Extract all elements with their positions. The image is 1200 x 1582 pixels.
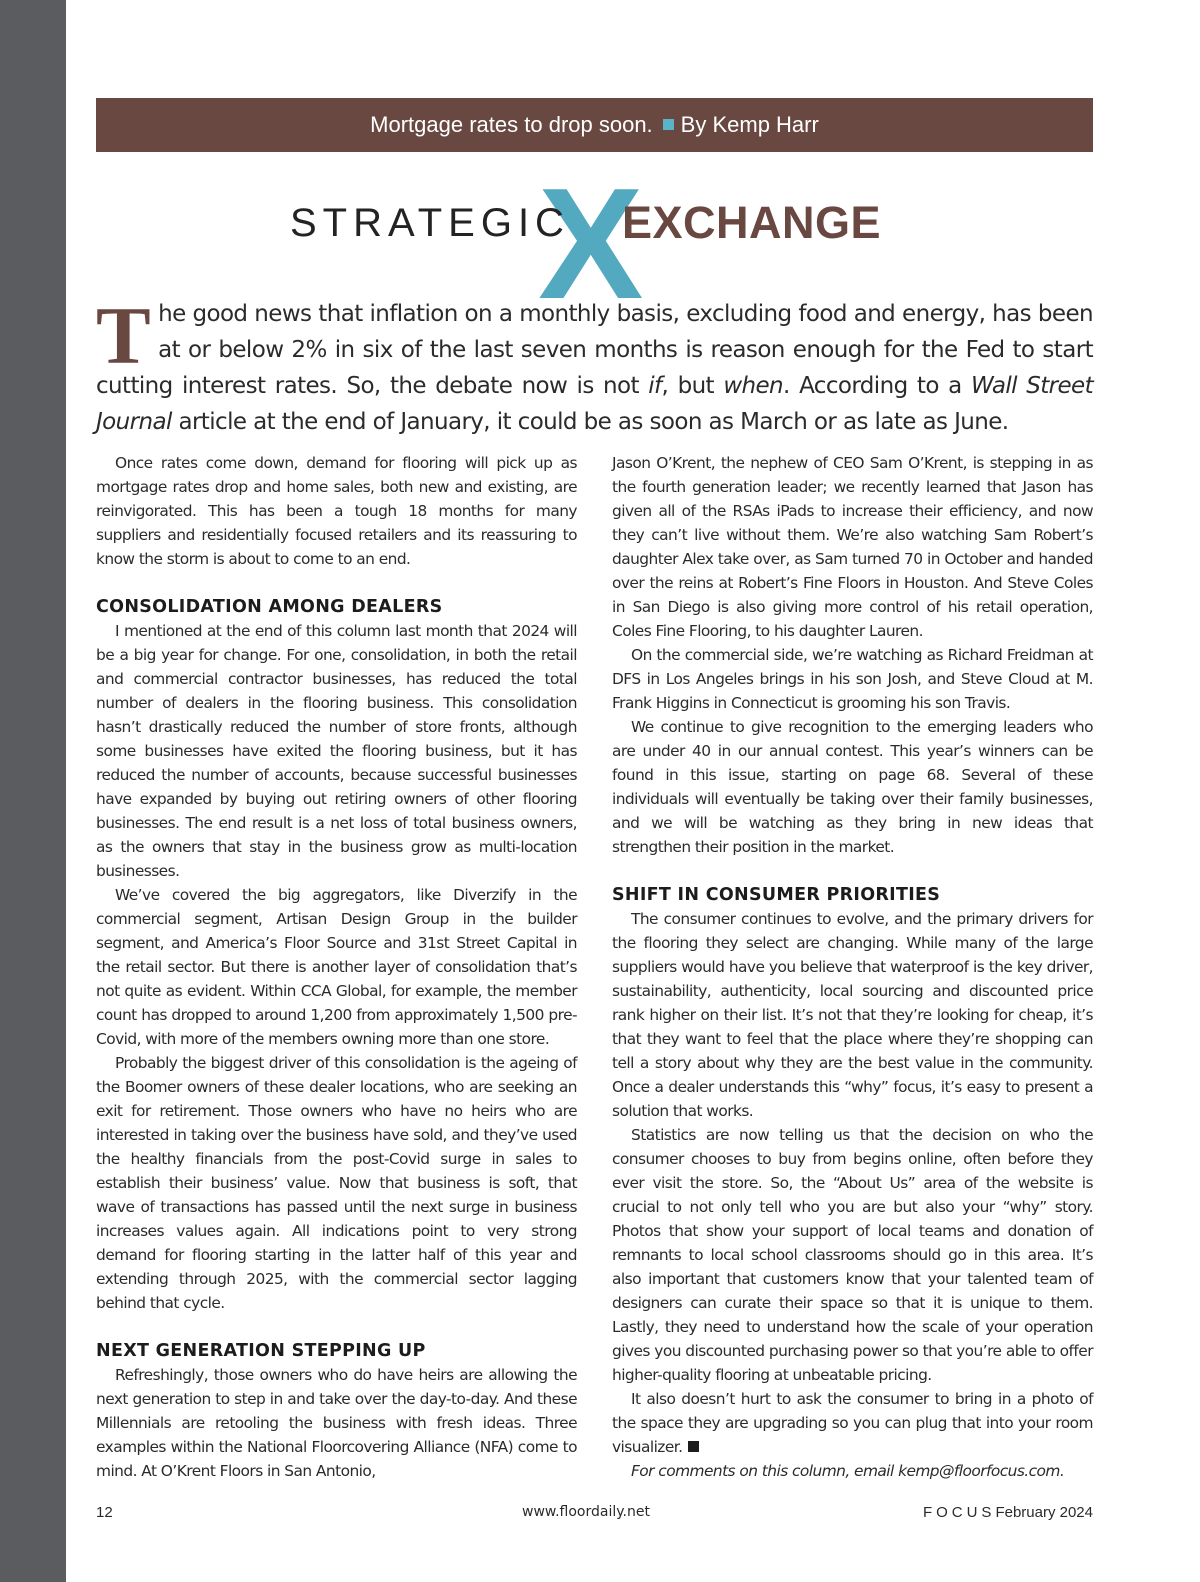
body-paragraph: On the commercial side, we’re watching as Richard Freidman at DFS in Los Angeles brings in his son Josh, and Steve Cloud at M. Frank Higgins in Connecticut is grooming his son Travis. — [612, 646, 1093, 712]
magazine-name: FOCUS — [922, 1504, 996, 1521]
body-paragraph: Refreshingly, those owners who do have heirs are allowing the next generation to step in and take over the day-to-day. And these Millennials are retooling the business with fresh ideas. Three examples within the National Floorcovering Alliance (NFA) come to mind. At O’Krent Floors in San Antonio, — [96, 1366, 577, 1480]
section-heading: SHIFT IN CONSUMER PRIORITIES — [612, 885, 941, 905]
issue-date: February 2024 — [995, 1504, 1093, 1521]
right-column — [612, 451, 1093, 1483]
logo-word-strategic: STRATEGIC — [290, 201, 570, 245]
square-bullet-icon — [663, 119, 674, 130]
body-paragraph: Once rates come down, demand for flooring will pick up as mortgage rates drop and home sales, both new and existing, are reinvigorated. This has been a tough 18 months for many suppliers and residentially focused retailers and its reassuring to know the storm is about to come to an end. — [96, 454, 577, 568]
closing-paragraph — [612, 1387, 1093, 1459]
lead-text: article at the end of January, it could be as soon as March or as late as June. — [171, 409, 1009, 435]
footer-issue — [923, 1504, 1093, 1521]
section-heading: CONSOLIDATION AMONG DEALERS — [96, 597, 443, 617]
closing-text: It also doesn’t hurt to ask the consumer to bring in a photo of the space they are upgrading so you can plug that into your room visualizer. — [612, 1390, 1093, 1456]
lead-emphasis: when — [723, 373, 784, 399]
page-number: 12 — [96, 1504, 113, 1521]
section-heading: NEXT GENERATION STEPPING UP — [96, 1341, 426, 1361]
column-logo — [0, 156, 1200, 332]
body-paragraph: I mentioned at the end of this column last month that 2024 will be a big year for change. For one, consolidation, in both the retail and commercial contractor businesses, has reduced the total number of dealers in the flooring business. This consolidation hasn’t drastically reduced the number of store fronts, although some businesses have exited the flooring business, but it has reduced the number of accounts, because successful businesses have expanded by buying out retiring owners of other flooring businesses. The end result is a net loss of total business owners, as the owners that stay in the business grow as multi-location businesses. — [96, 622, 577, 880]
logo-x: X — [538, 156, 644, 332]
headline-banner — [96, 98, 1093, 152]
lead-text: he good news that inflation on a monthly basis, excluding food and energy, has been at or below 2% in six of the last seven months is reason enough for the Fed to start cutting interest rates. So, the debate now is not — [96, 301, 1093, 399]
body-paragraph: Jason O’Krent, the nephew of CEO Sam O’Krent, is stepping in as the fourth generation leader; we recently learned that Jason has given all of the RSAs iPads to increase their efficiency, and now they can’t live without them. We’re also watching Sam Robert’s daughter Alex take over, as Sam turned 70 in October and handed over the reins at Robert’s Fine Floors in Houston. And Steve Coles in San Diego is also giving more control of his retail operation, Coles Fine Flooring, to his daughter Lauren. — [612, 454, 1093, 640]
footer-website: www.floordaily.net — [522, 1504, 650, 1520]
body-paragraph: We continue to give recognition to the emerging leaders who are under 40 in our annual contest. This year’s winners can be found in this issue, starting on page 68. Several of these individuals will eventually be taking over their family businesses, and we will be watching as they bring in new ideas that strengthen their position in the market. — [612, 718, 1093, 856]
banner-byline: By Kemp Harr — [680, 112, 819, 137]
banner-headline: Mortgage rates to drop soon. — [370, 112, 653, 137]
lead-paragraph — [96, 290, 1094, 440]
body-paragraph: Probably the biggest driver of this consolidation is the ageing of the Boomer owners of these dealer locations, who are seeking an exit for retirement. Those owners who have no heirs who are interested in taking over the business have sold, and they’ve used the healthy financials from the post-Covid surge in sales to establish their business’ value. Now that business is soft, that wave of transactions has passed until the next surge in business increases values again. All indications point to very strong demand for flooring starting in the latter half of this year and extending through 2025, with the commercial sector lagging behind that cycle. — [96, 1054, 577, 1312]
drop-cap: T — [96, 290, 151, 381]
body-paragraph: Statistics are now telling us that the decision on who the consumer chooses to buy from begins online, often before they ever visit the store. So, the “About Us” area of the website is crucial to not only tell who you are but also your “why” story. Photos that show your support of local teams and donation of remnants to local school classrooms should go in this area. It’s also important that customers know that your talented team of designers can curate their space so that it is unique to them. Lastly, they need to understand how the scale of your operation gives you discounted purchasing power so that you’re able to offer higher-quality flooring at unbeatable pricing. — [612, 1126, 1093, 1384]
end-mark-icon — [688, 1441, 699, 1452]
left-column — [96, 451, 577, 1483]
lead-emphasis: if — [648, 373, 662, 399]
body-paragraph: We’ve covered the big aggregators, like Diverzify in the commercial segment, Artisan Design Group in the builder segment, and America’s Floor Source and 31st Street Capital in the retail sector. But there is another layer of consolidation that’s not quite as evident. Within CCA Global, for example, the member count has dropped to around 1,200 from approximately 1,500 pre-Covid, with more of the members owning more than one store. — [96, 886, 577, 1048]
lead-text: . According to a — [783, 373, 971, 399]
logo-word-exchange: EXCHANGE — [622, 197, 882, 248]
body-paragraph: The consumer continues to evolve, and the primary drivers for the flooring they select are changing. While many of the large suppliers would have you believe that waterproof is the key driver, sustainability, authenticity, local sourcing and discounted price rank higher on their list. It’s not that they’re looking for cheap, it’s that they want to feel that the place where they’re shopping can tell a story about why they are the best value in the community. Once a dealer understands this “why” focus, it’s easy to present a solution that works. — [612, 910, 1093, 1120]
lead-text: , but — [661, 373, 724, 399]
lead-publication: Wall Street Journal — [96, 373, 1094, 435]
author-signoff: For comments on this column, email kemp@floorfocus.com. — [631, 1462, 1065, 1480]
